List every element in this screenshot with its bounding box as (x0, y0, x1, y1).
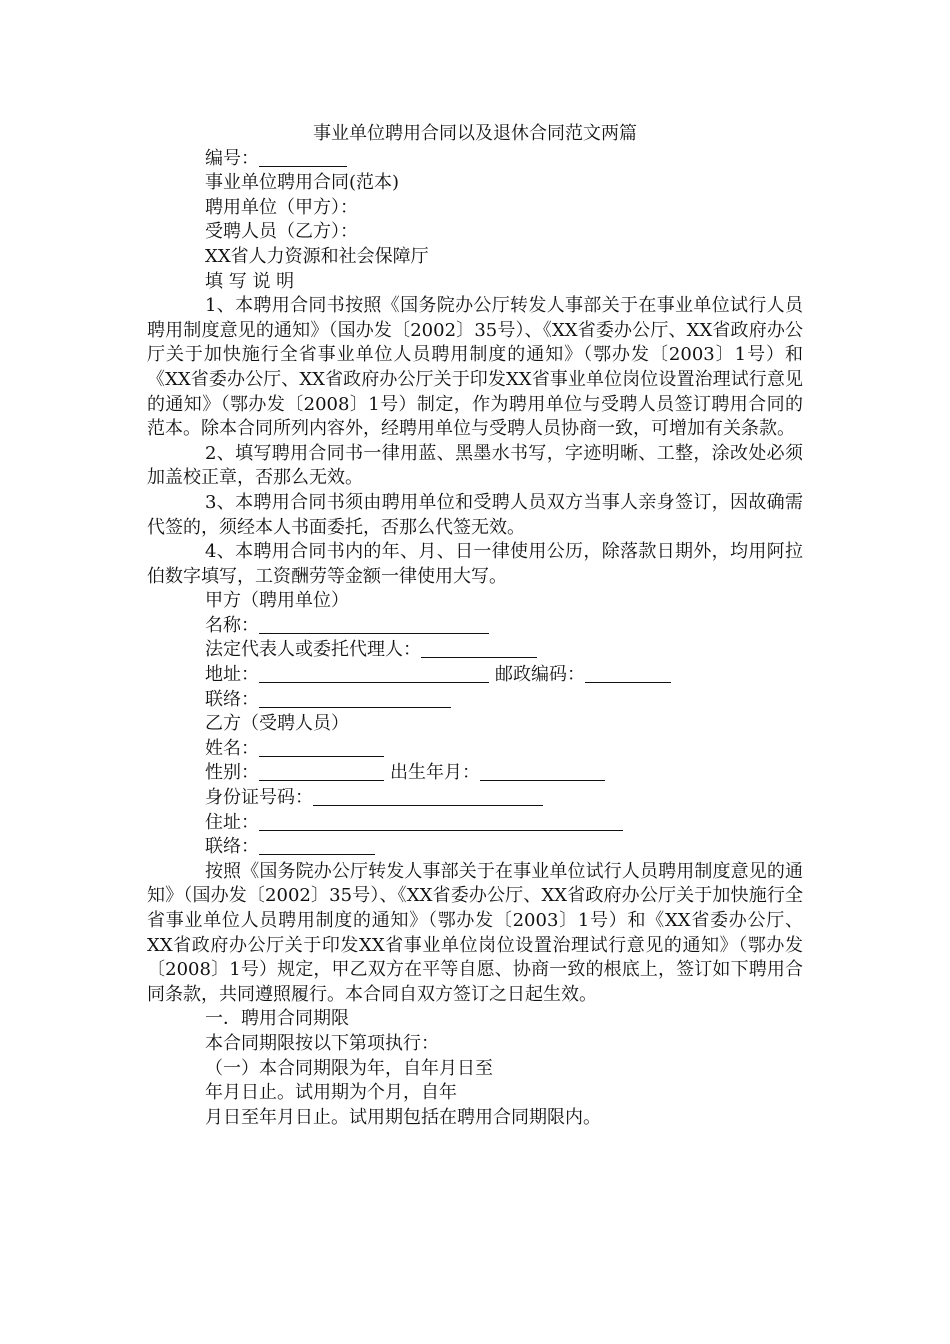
employee-label: 受聘人员（乙方）： (205, 221, 358, 243)
preamble-paragraph: 按照《国务院办公厅转发人事部关于在事业单位试行人员聘用制度意见的通知》（国办发〔2002〕35号）、《XX省委办公厅、XX省政府办公厅关于加快施行全省事业单位人员聘用制度的通知》（鄂办发〔2003〕1号）和《XX省委办公厅、XX省政府办公厅关于印发XX省事业单位岗位设置治理试行意见的通知》（鄂办发〔2008〕1号）规定，甲乙双方在平等自愿、协商一致的根底上，签订如下聘用合同条款，共同遵照履行。本合同自双方签订之日起生效。 (147, 860, 803, 1005)
section-1-intro: 本合同期限按以下第项执行： (205, 1032, 439, 1054)
party-b-contact-blank[interactable] (259, 836, 375, 855)
party-b-name-line (147, 737, 803, 762)
party-b-gender-label: 性别： (205, 762, 259, 784)
party-b-gender-blank[interactable] (259, 762, 384, 781)
issuer: XX省人力资源和社会保障厅 (205, 245, 429, 267)
instruction-item-2: 2、填写聘用合同书一律用蓝、黑墨水书写，字迹明晰、工整，涂改处必须加盖校正章，否那么无效。 (147, 442, 803, 489)
contract-name: 事业单位聘用合同(范本) (205, 172, 400, 194)
party-b-name-label: 姓名： (205, 737, 259, 759)
document-title: 事业单位聘用合同以及退休合同范文两篇 (313, 123, 637, 144)
party-a-address-label: 地址： (205, 664, 259, 686)
section-1-item-1-continued: 年月日止。试用期为个月，自年 (205, 1082, 457, 1104)
party-a-contact-blank[interactable] (259, 689, 451, 708)
party-b-contact-line (147, 835, 803, 860)
party-a-address-blank[interactable] (259, 664, 489, 683)
party-a-name-line (147, 614, 803, 639)
document-page (147, 122, 803, 1130)
employer-label: 聘用单位（甲方）： (205, 196, 358, 218)
party-a-rep-blank[interactable] (421, 639, 537, 658)
party-a-name-blank[interactable] (259, 615, 489, 634)
serial-number-line (147, 147, 803, 172)
serial-number-blank[interactable] (259, 148, 347, 167)
instruction-item-3: 3、本聘用合同书须由聘用单位和受聘人员双方当事人亲身签订，因故确需代签的，须经本人书面委托，否那么代签无效。 (147, 491, 803, 538)
party-b-name-blank[interactable] (259, 738, 384, 757)
instruction-item-4: 4、本聘用合同书内的年、月、日一律使用公历，除落款日期外，均用阿拉伯数字填写，工资酬劳等金额一律使用大写。 (147, 541, 803, 587)
party-b-id-label: 身份证号码： (205, 787, 313, 809)
party-b-birth-label: 出生年月： (390, 762, 480, 784)
serial-number-label: 编号： (205, 147, 259, 169)
section-1-item-1-end: 月日至年月日止。试用期包括在聘用合同期限内。 (205, 1106, 601, 1128)
party-a-rep-label: 法定代表人或委托代理人： (205, 639, 421, 661)
party-a-postcode-blank[interactable] (585, 664, 671, 683)
party-a-contact-label: 联络： (205, 688, 259, 710)
section-1-heading: 一．聘用合同期限 (205, 1008, 349, 1030)
party-a-address-line (147, 663, 803, 688)
party-b-id-blank[interactable] (313, 787, 543, 806)
party-a-name-label: 名称： (205, 614, 259, 636)
section-1-item-1: （一）本合同期限为年，自年月日至 (205, 1057, 493, 1079)
party-a-contact-line (147, 688, 803, 713)
party-a-heading: 甲方（聘用单位） (205, 590, 349, 612)
instructions-heading: 填 写 说 明 (205, 270, 295, 292)
party-b-address-blank[interactable] (259, 812, 623, 831)
party-a-postcode-label: 邮政编码： (495, 664, 585, 686)
party-b-gender-line (147, 761, 803, 786)
party-b-address-line (147, 811, 803, 836)
party-b-heading: 乙方（受聘人员） (205, 713, 349, 735)
instruction-item-1: 1、本聘用合同书按照《国务院办公厅转发人事部关于在事业单位试行人员聘用制度意见的通知》（国办发〔2002〕35号）、《XX省委办公厅、XX省政府办公厅关于加快施行全省事业单位人员聘用制度的通知》（鄂办发〔2003〕1号）和《XX省委办公厅、XX省政府办公厅关于印发XX省事业单位岗位设置治理试行意见的通知》（鄂办发〔2008〕1号）制定，作为聘用单位与受聘人员签订聘用合同的范本。除本合同所列内容外，经聘用单位与受聘人员协商一致，可增加有关条款。 (147, 295, 803, 440)
party-b-address-label: 住址： (205, 811, 259, 833)
party-b-id-line (147, 786, 803, 811)
party-b-contact-label: 联络： (205, 836, 259, 858)
party-b-birth-blank[interactable] (480, 762, 605, 781)
party-a-rep-line (147, 638, 803, 663)
